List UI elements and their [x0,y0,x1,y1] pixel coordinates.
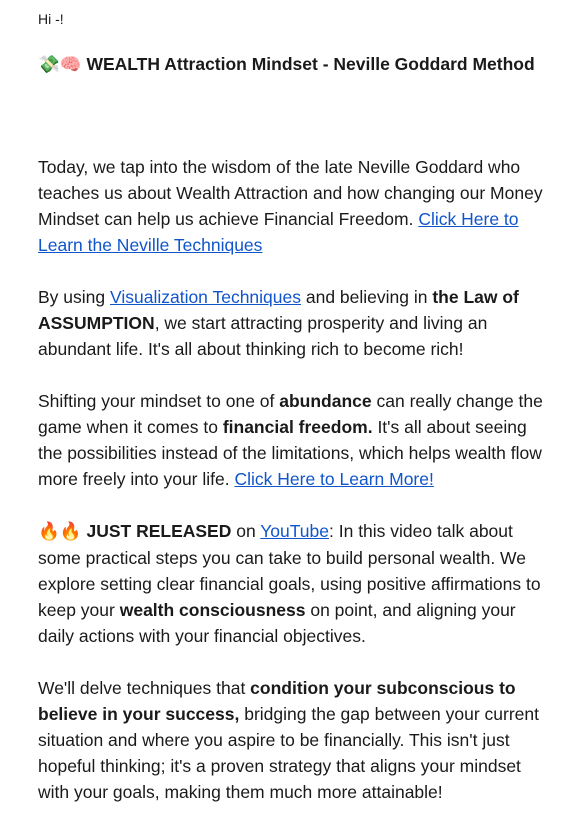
subconscious-post-text: bridging the gap between your current situation and where you aspire to be financially. This isn't just hopeful thinking; it's a proven strategy that aligns your mindset with your goals, making them much more attainable! [38,704,539,802]
wealth-consciousness-bold: wealth consciousness [119,600,306,620]
intro-text: Today, we tap into the wisdom of the late Neville Goddard who teaches us about Wealth Attraction and how changing our Money Mindset can help us achieve Financial Freedom. [38,157,543,229]
heading-text: WEALTH Attraction Mindset - Neville Goddard Method [86,54,535,74]
abundance-bold: abundance [279,391,372,411]
greeting: Hi -! [38,11,64,27]
paragraph-just-released [38,518,550,649]
just-released-bold: JUST RELEASED [86,521,232,541]
visualization-post-text: , we start attracting prosperity and living an abundant life. It's all about thinking rich to become rich! [38,313,488,359]
subconscious-pre-text: We'll delve techniques that [38,678,251,698]
financial-freedom-bold: financial freedom. [222,417,373,437]
video-description-text: : In this video talk about some practical steps you can take to build personal wealth. We explore setting clear financial goals, using positive affirmations to keep your [38,521,541,620]
money-brain-emoji-icon: 💸🧠 [38,55,82,75]
paragraph-subconscious [38,675,550,805]
video-description-end-text: on point, and aligning your daily actions with your financial objectives. [38,600,516,646]
abundance-mid-text: can really change the game when it comes to [38,391,543,437]
fire-emoji-icon: 🔥🔥 [38,522,82,542]
paragraph-visualization [38,284,550,362]
paragraph-intro [38,154,550,258]
youtube-link[interactable]: YouTube [260,521,330,541]
visualization-techniques-link[interactable]: Visualization Techniques [109,287,301,307]
learn-more-link[interactable]: Click Here to Learn More! [234,469,434,489]
law-of-assumption-bold: the Law of ASSUMPTION [38,287,519,333]
condition-subconscious-bold: condition your subconscious to believe in your success, [38,678,516,724]
on-text: on [231,521,261,541]
abundance-pre-text: Shifting your mindset to one of [38,391,280,411]
neville-techniques-link[interactable]: Click Here to Learn the Neville Techniques [38,209,519,255]
page-title [38,52,535,77]
visualization-mid-text: and believing in [301,287,433,307]
paragraph-abundance [38,388,550,492]
abundance-post-text: It's all about seeing the possibilities instead of the limitations, which helps wealth flow more freely into your life. [38,417,542,489]
article-content [38,154,550,831]
visualization-pre-text: By using [38,287,110,307]
